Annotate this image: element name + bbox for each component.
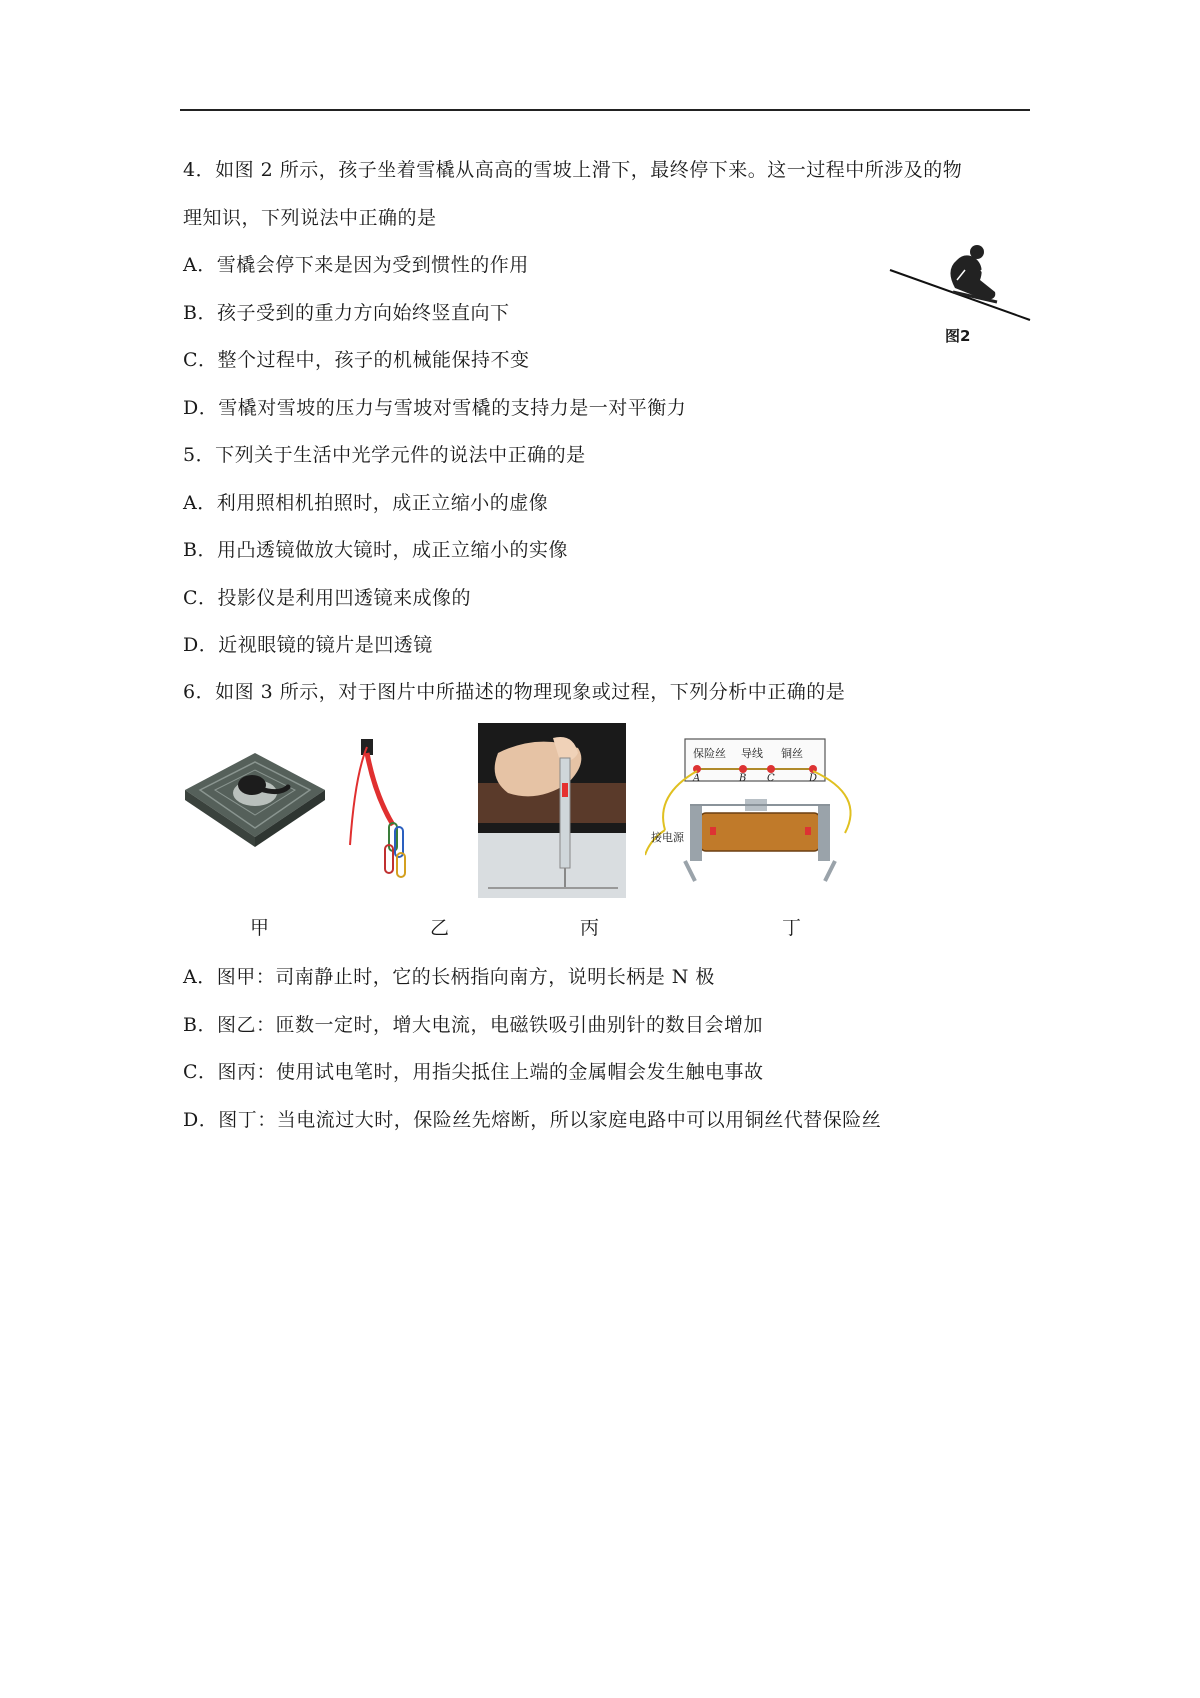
- circuit-point-d: D: [809, 773, 818, 784]
- figure-label-yi: 乙: [430, 917, 450, 939]
- circuit-label-fuse: 保险丝: [693, 747, 726, 760]
- figure-label-jia: 甲: [250, 917, 270, 939]
- header-rule: [180, 109, 1030, 111]
- q5-option-a: A．利用照相机拍照时，成正立缩小的虚像: [183, 492, 549, 514]
- q5-option-d: D．近视眼镜的镜片是凹透镜: [183, 634, 433, 656]
- circuit-label-power: 接电源: [651, 831, 684, 844]
- figure-ding-fuse-circuit: [645, 735, 875, 885]
- circuit-label-copper: 铜丝: [781, 747, 803, 760]
- circuit-label-wire: 导线: [741, 747, 763, 760]
- q4-stem-line1: 4．如图 2 所示，孩子坐着雪橇从高高的雪坡上滑下，最终停下来。这一过程中所涉及的物: [183, 159, 963, 181]
- circuit-point-c: C: [767, 773, 775, 784]
- q4-stem-line2: 理知识，下列说法中正确的是: [183, 207, 437, 229]
- q6-option-a: A．图甲：司南静止时，它的长柄指向南方，说明长柄是 N 极: [183, 966, 715, 988]
- q5-stem: 5．下列关于生活中光学元件的说法中正确的是: [183, 444, 586, 466]
- circuit-point-a: A: [693, 773, 701, 784]
- figure-label-bing: 丙: [580, 917, 600, 939]
- q6-option-c: C．图丙：使用试电笔时，用指尖抵住上端的金属帽会发生触电事故: [183, 1061, 764, 1083]
- q6-stem: 6．如图 3 所示，对于图片中所描述的物理现象或过程，下列分析中正确的是: [183, 681, 846, 703]
- q4-option-b: B．孩子受到的重力方向始终竖直向下: [183, 302, 510, 324]
- figure-label-ding: 丁: [782, 917, 802, 939]
- figure-yi-electromagnet: [345, 735, 435, 885]
- q5-option-c: C．投影仪是利用凹透镜来成像的: [183, 587, 472, 609]
- q4-option-a: A．雪橇会停下来是因为受到惯性的作用: [183, 254, 529, 276]
- figure-2-caption: 图2: [945, 327, 971, 345]
- q5-option-b: B．用凸透镜做放大镜时，成正立缩小的实像: [183, 539, 568, 561]
- q6-option-d: D．图丁：当电流过大时，保险丝先熔断，所以家庭电路中可以用铜丝代替保险丝: [183, 1109, 882, 1131]
- q4-option-d: D．雪橇对雪坡的压力与雪坡对雪橇的支持力是一对平衡力: [183, 397, 687, 419]
- figure-bing-test-pen: [478, 723, 626, 898]
- figure-jia-sinan: [180, 745, 330, 850]
- q6-option-b: B．图乙：匝数一定时，增大电流，电磁铁吸引曲别针的数目会增加: [183, 1014, 763, 1036]
- circuit-point-b: B: [739, 773, 747, 784]
- q4-option-c: C．整个过程中，孩子的机械能保持不变: [183, 349, 530, 371]
